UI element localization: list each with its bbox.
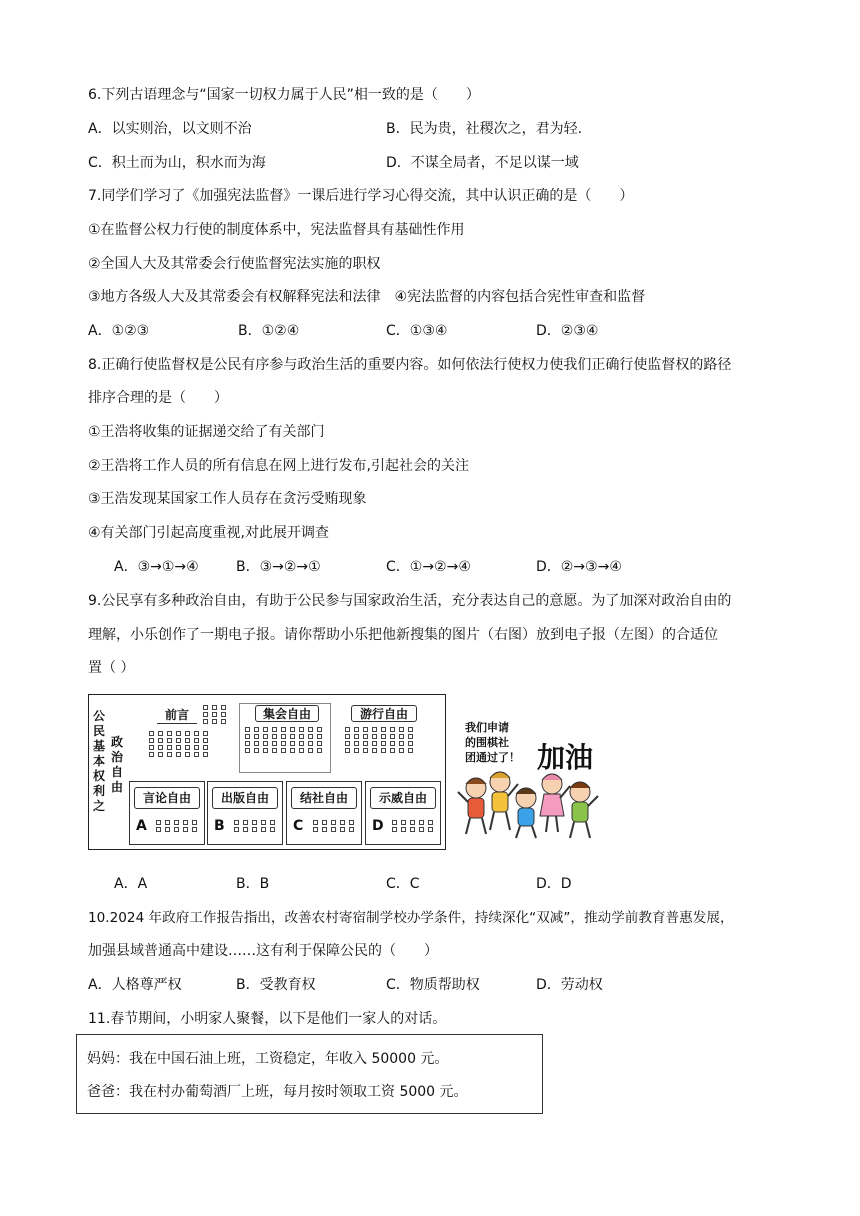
q7-item-3-4: ③地方各级人大及其常委会有权解释宪法和法律 ④宪法监督的内容包括合宪性审查和监督	[88, 289, 646, 305]
cell-b-text-block	[234, 820, 277, 832]
cell-a-label: 言论自由	[134, 787, 200, 809]
q9-option-c: C．C	[386, 876, 420, 892]
newspaper-vertical-title: 公民基本权利之	[92, 709, 105, 813]
q7-item-1: ①在监督公权力行使的制度体系中，宪法监督具有基础性作用	[88, 222, 465, 238]
assembly-text-block	[245, 727, 324, 753]
dialog-mom: 妈妈：我在中国石油上班，工资稳定，年收入 50000 元。	[87, 1051, 449, 1067]
preface-text-block	[149, 731, 210, 757]
q7-option-c: C．①③④	[386, 323, 448, 339]
cell-c-label: 结社自由	[291, 787, 357, 809]
q10-option-a: A．人格尊严权	[88, 977, 182, 993]
q10-option-c: C．物质帮助权	[386, 977, 480, 993]
speech-line-2: 的围棋社	[465, 736, 509, 749]
cell-d-letter: D	[372, 818, 384, 834]
cartoon-kids-illustration	[452, 706, 607, 842]
speech-line-1: 我们申请	[465, 721, 509, 734]
q9-option-d: D．D	[536, 876, 572, 892]
q6-option-a: A．以实则治，以文则不治	[88, 121, 252, 137]
cell-b-label: 出版自由	[212, 787, 278, 809]
q9-stem-line-2: 理解，小乐创作了一期电子报。请你帮助小乐把他新搜集的图片（右图）放到电子报（左图）的合适位	[88, 627, 718, 643]
q7-stem: 7.同学们学习了《加强宪法监督》一课后进行学习心得交流，其中认识正确的是（ ）	[88, 188, 634, 204]
q7-option-b: B．①②④	[238, 323, 300, 339]
cell-a-text-block	[156, 820, 199, 832]
cell-c-association	[286, 781, 362, 845]
assembly-heading: 集会自由	[255, 705, 319, 722]
kids-cheering-picture	[452, 706, 607, 842]
family-dialog-box	[76, 1034, 543, 1114]
parade-text-block	[345, 727, 415, 753]
q8-stem-line-1: 8.正确行使监督权是公民有序参与政治生活的重要内容。如何依法行使权力使我们正确行使监督权的路径	[88, 357, 732, 373]
q7-item-2: ②全国人大及其常委会行使监督宪法实施的职权	[88, 256, 381, 272]
q9-stem-line-3: 置（ ）	[88, 660, 135, 676]
q7-option-a: A．①②③	[88, 323, 150, 339]
q10-option-b: B．受教育权	[236, 977, 316, 993]
q8-option-c: C．①→②→④	[386, 559, 471, 575]
q10-stem-line-1: 10.2024 年政府工作报告指出，改善农村寄宿制学校办学条件，持续深化“双减”，推动学前教育普惠发展，	[88, 910, 734, 926]
jiayou-text: 加油	[537, 741, 594, 774]
q6-option-b: B．民为贵，社稷次之，君为轻.	[386, 121, 583, 137]
q8-stem-line-2: 排序合理的是（ ）	[88, 390, 228, 406]
q8-item-3: ③王浩发现某国家工作人员存在贪污受贿现象	[88, 491, 367, 507]
q7-option-d: D．②③④	[536, 323, 599, 339]
cell-d-demonstration	[365, 781, 441, 845]
cell-c-letter: C	[293, 818, 304, 834]
q8-item-4: ④有关部门引起高度重视,对此展开调查	[88, 525, 329, 541]
q6-option-c: C．积土而为山，积水而为海	[88, 155, 266, 171]
q8-option-d: D．②→③→④	[536, 559, 622, 575]
preface-side-block	[203, 705, 228, 724]
dialog-dad: 爸爸：我在村办葡萄酒厂上班，每月按时领取工资 5000 元。	[87, 1084, 468, 1100]
q9-stem-line-1: 9.公民享有多种政治自由，有助于公民参与国家政治生活，充分表达自己的意愿。为了加深对政治自由的	[88, 593, 732, 609]
q10-option-d: D．劳动权	[536, 977, 603, 993]
cell-d-text-block	[392, 820, 435, 832]
q9-option-a: A．A	[114, 876, 148, 892]
q8-option-a: A．③→①→④	[114, 559, 199, 575]
cell-a-speech	[129, 781, 205, 845]
q6-stem: 6.下列古语理念与“国家一切权力属于人民”相一致的是（ ）	[88, 87, 480, 103]
q8-item-1: ①王浩将收集的证据递交给了有关部门	[88, 424, 325, 440]
q8-option-b: B．③→②→①	[236, 559, 321, 575]
speech-line-3: 团通过了！	[465, 751, 520, 764]
q9-option-b: B．B	[236, 876, 270, 892]
parade-heading: 游行自由	[351, 705, 417, 722]
preface-heading: 前言	[157, 707, 197, 724]
q11-stem: 11.春节期间，小明家人聚餐，以下是他们一家人的对话。	[88, 1011, 447, 1027]
cell-c-text-block	[313, 820, 356, 832]
e-newspaper-figure	[88, 694, 446, 850]
q6-option-d: D．不谋全局者，不足以谋一域	[386, 155, 579, 171]
q8-item-2: ②王浩将工作人员的所有信息在网上进行发布,引起社会的关注	[88, 458, 469, 474]
cell-d-label: 示威自由	[370, 787, 436, 809]
newspaper-vertical-subtitle: 政治自由	[110, 735, 123, 794]
cell-a-letter: A	[136, 818, 147, 834]
cell-b-letter: B	[214, 818, 225, 834]
cell-b-press	[207, 781, 283, 845]
q10-stem-line-2: 加强县域普通高中建设……这有利于保障公民的（ ）	[88, 943, 438, 959]
